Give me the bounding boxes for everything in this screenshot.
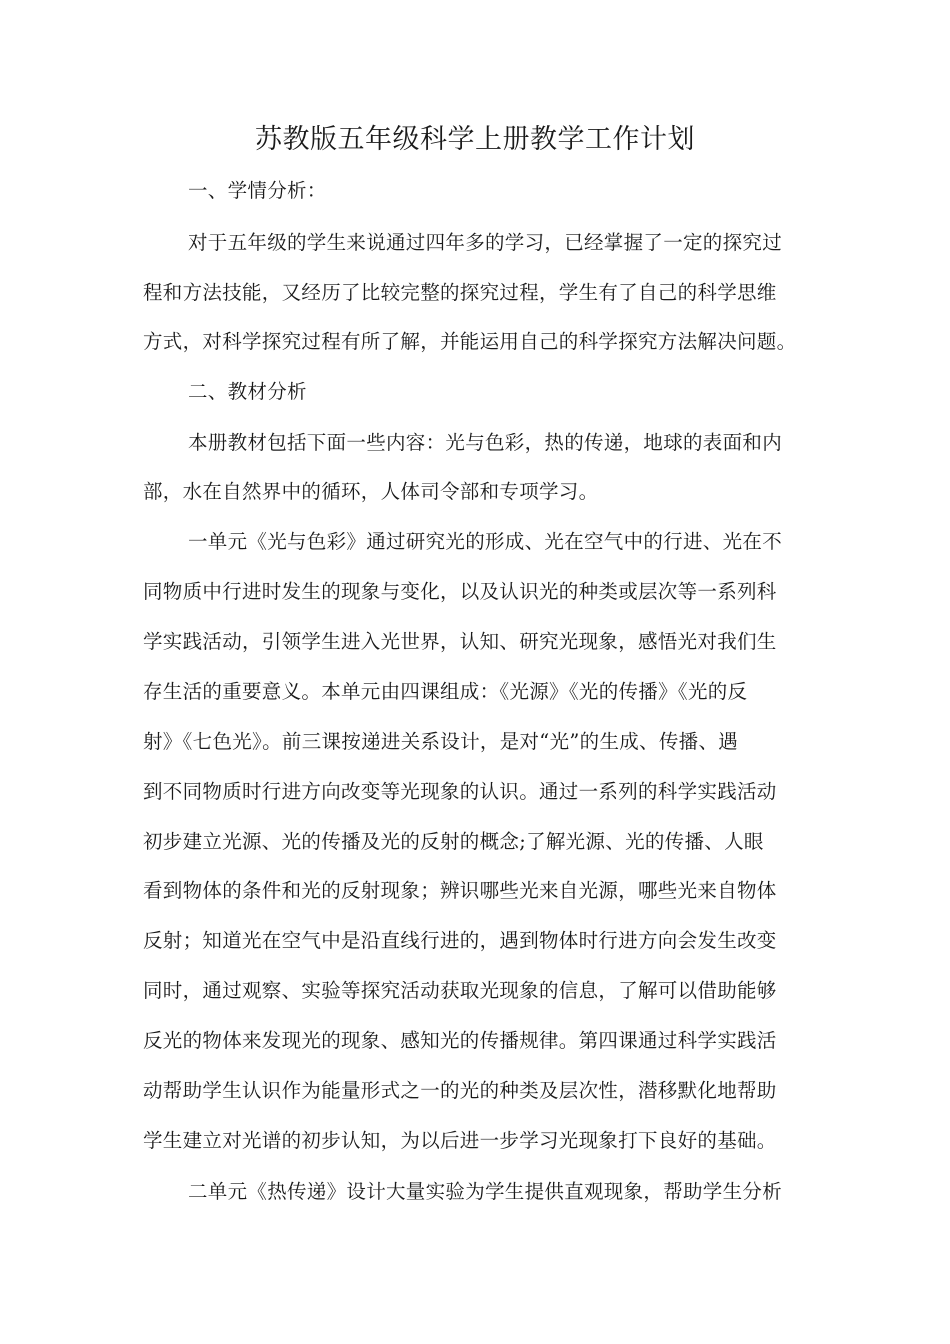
paragraph-line: 对于五年级的学生来说通过四年多的学习，已经掌握了一定的探究过 [188,231,783,254]
paragraph-line: 同时，通过观察、实验等探究活动获取光现象的信息，了解可以借助能够 [143,979,777,1002]
paragraph-line: 动帮助学生认识作为能量形式之一的光的种类及层次性，潜移默化地帮助 [143,1079,777,1102]
paragraph-line: 射》《七色光》。前三课按递进关系设计，是对“光”的生成、传播、遇 [143,730,739,753]
paragraph-line: 方式，对科学探究过程有所了解，并能运用自己的科学探究方法解决问题。 [143,330,797,353]
paragraph-line: 到不同物质时行进方向改变等光现象的认识。通过一系列的科学实践活动 [143,780,777,803]
heading-textbook-analysis: 二、教材分析 [188,380,307,403]
paragraph-line: 部，水在自然界中的循环，人体司令部和专项学习。 [143,480,599,503]
document-title: 苏教版五年级科学上册教学工作计划 [255,124,695,155]
paragraph-line: 学实践活动，引领学生进入光世界，认知、研究光现象，感悟光对我们生 [143,630,777,653]
paragraph-line: 一单元《光与色彩》通过研究光的形成、光在空气中的行进、光在不 [188,530,783,553]
paragraph-line: 存生活的重要意义。本单元由四课组成：《光源》《光的传播》《光的反 [143,680,748,703]
paragraph-line: 初步建立光源、光的传播及光的反射的概念;了解光源、光的传播、人眼 [143,830,764,853]
paragraph-line: 同物质中行进时发生的现象与变化，以及认识光的种类或层次等一系列科 [143,580,777,603]
heading-student-analysis: 一、学情分析： [188,179,327,202]
paragraph-line: 二单元《热传递》设计大量实验为学生提供直观现象，帮助学生分析 [188,1180,783,1203]
paragraph-line: 程和方法技能，又经历了比较完整的探究过程，学生有了自己的科学思维 [143,281,777,304]
paragraph-line: 学生建立对光谱的初步认知，为以后进一步学习光现象打下良好的基础。 [143,1129,777,1152]
paragraph-line: 本册教材包括下面一些内容：光与色彩，热的传递，地球的表面和内 [188,431,783,454]
paragraph-line: 反光的物体来发现光的现象、感知光的传播规律。第四课通过科学实践活 [143,1029,777,1052]
paragraph-line: 反射；知道光在空气中是沿直线行进的，遇到物体时行进方向会发生改变 [143,929,777,952]
paragraph-line: 看到物体的条件和光的反射现象；辨识哪些光来自光源，哪些光来自物体 [143,879,777,902]
